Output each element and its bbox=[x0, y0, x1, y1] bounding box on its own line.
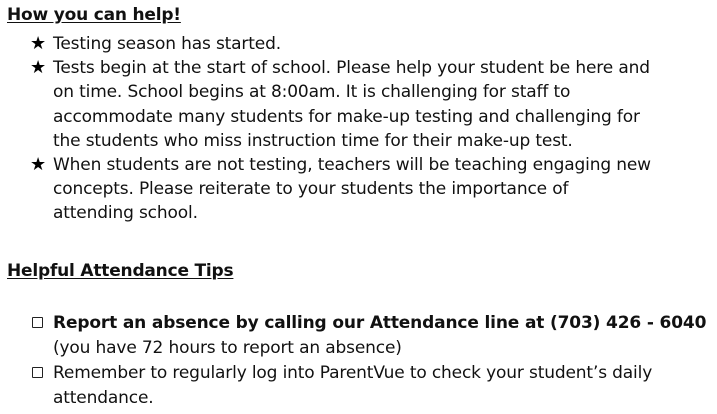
list-item-text: When students are not testing, teachers will be teaching engaging new bbox=[53, 155, 651, 176]
list-item bbox=[30, 56, 715, 153]
star-icon: ★ bbox=[30, 154, 46, 176]
section-heading-attendance-tips: Helpful Attendance Tips bbox=[7, 261, 234, 281]
list-item-text: the students who miss instruction time for their make-up test. bbox=[53, 130, 573, 151]
list-item-text: on time. School begins at 8:00am. It is challenging for staff to bbox=[53, 82, 571, 103]
help-list bbox=[30, 32, 715, 226]
list-item bbox=[30, 153, 715, 226]
list-item-text: attendance. bbox=[53, 388, 154, 408]
list-item-text: (you have 72 hours to report an absence) bbox=[53, 338, 402, 358]
list-item-text: concepts. Please reiterate to your students the importance of bbox=[53, 179, 569, 200]
section-heading-help: How you can help! bbox=[7, 5, 181, 25]
list-item-text: accommodate many students for make-up testing and challenging for bbox=[53, 106, 640, 127]
checkbox-icon bbox=[32, 317, 43, 328]
tips-list bbox=[32, 311, 715, 411]
list-item-text: Remember to regularly log into ParentVue to check your student’s daily bbox=[53, 363, 653, 383]
list-item bbox=[32, 361, 715, 411]
list-item bbox=[30, 32, 715, 56]
list-item bbox=[32, 311, 715, 361]
list-item-text: attending school. bbox=[53, 203, 198, 224]
list-item-text: Tests begin at the start of school. Please help your student be here and bbox=[53, 58, 650, 79]
star-icon: ★ bbox=[30, 57, 46, 79]
list-item-text: Testing season has started. bbox=[53, 34, 281, 54]
star-icon: ★ bbox=[30, 33, 46, 54]
checkbox-icon bbox=[32, 367, 43, 378]
list-item-text: Report an absence by calling our Attendance line at (703) 426 - 6040 bbox=[53, 313, 707, 333]
